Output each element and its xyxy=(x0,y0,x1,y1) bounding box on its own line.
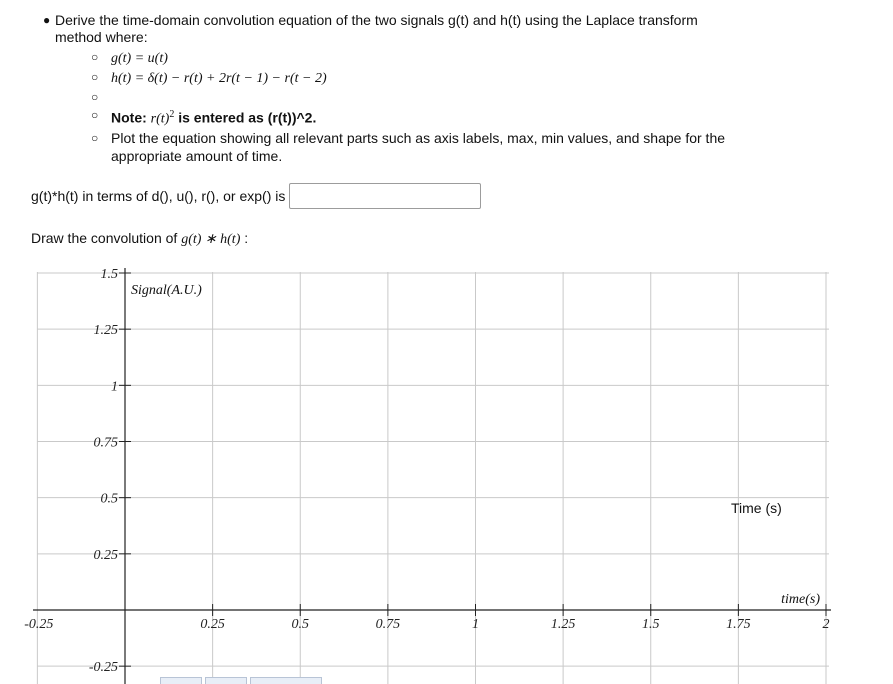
y-tick-label: 1.25 xyxy=(93,323,118,339)
bullet-circle-icon: ○ xyxy=(91,50,99,64)
note-superscript: 2 xyxy=(169,109,175,120)
question-block xyxy=(43,12,735,165)
toolbar-button[interactable] xyxy=(250,677,322,684)
axes xyxy=(33,268,831,684)
g-equation: g(t) = u(t) xyxy=(111,51,168,66)
plot-instruction: Plot the equation showing all relevant parts such as axis labels, max, min values, and shape for the appropriate amount of time. xyxy=(111,129,726,164)
list-item xyxy=(91,68,771,88)
y-tick-label: 0.5 xyxy=(100,491,118,507)
note-suffix: is entered as (r(t))^2. xyxy=(174,109,317,126)
y-tick-label: 0.75 xyxy=(93,435,118,451)
y-tick-label: -0.25 xyxy=(88,660,118,676)
note-prefix: Note: xyxy=(111,109,151,126)
draw-prefix: Draw the convolution of xyxy=(31,230,182,246)
list-item xyxy=(91,106,771,129)
x-tick-label: 1.5 xyxy=(642,617,660,632)
x-tick-label: 0.75 xyxy=(375,617,401,632)
answer-input[interactable] xyxy=(289,183,481,209)
x-tick-label: 1.75 xyxy=(726,617,751,632)
draw-expression: g(t) ∗ h(t) xyxy=(181,232,241,247)
time-annotation: Time (s) xyxy=(731,500,782,516)
x-tick-label: 0.25 xyxy=(200,617,225,632)
toolbar-button[interactable] xyxy=(205,677,247,684)
bullet-disc-icon: ● xyxy=(43,13,51,27)
x-tick-label: 1 xyxy=(472,617,479,632)
y-tick-label: 0.25 xyxy=(93,547,118,563)
graph-canvas[interactable] xyxy=(0,265,893,684)
question-intro: Derive the time-domain convolution equation of the two signals g(t) and h(t) using the Laplace transform method where: xyxy=(55,12,698,45)
bullet-circle-icon: ○ xyxy=(91,130,99,145)
note-expression: r(t) xyxy=(150,111,170,127)
y-axis-label: Signal(A.U.) xyxy=(131,283,202,298)
y-tick-label: 1 xyxy=(111,379,118,395)
answer-label: g(t)*h(t) in terms of d(), u(), r(), or exp() is xyxy=(31,188,286,204)
x-tick-label: 0.5 xyxy=(291,617,309,632)
x-axis-label: time(s) xyxy=(781,592,820,607)
x-tick-label: 2 xyxy=(822,617,830,632)
bullet-circle-icon: ○ xyxy=(91,90,99,104)
draw-label xyxy=(31,230,248,248)
graph-toolbar xyxy=(40,677,340,684)
tick-labels xyxy=(89,267,830,675)
h-equation: h(t) = δ(t) − r(t) + 2r(t − 1) − r(t − 2) xyxy=(111,71,327,86)
toolbar-button[interactable] xyxy=(160,677,202,684)
x-tick-label: 1.25 xyxy=(550,617,576,632)
list-item xyxy=(91,88,771,106)
x-tick-label-edge: -0.25 xyxy=(24,617,54,632)
list-item xyxy=(91,129,771,165)
sub-list xyxy=(91,48,771,165)
bullet-circle-icon: ○ xyxy=(91,70,99,84)
y-tick-label: 1.5 xyxy=(100,267,118,282)
answer-row xyxy=(31,183,481,209)
draw-suffix: : xyxy=(240,230,249,246)
bullet-circle-icon: ○ xyxy=(91,108,99,122)
list-item xyxy=(91,48,771,68)
grid-lines xyxy=(37,272,829,684)
